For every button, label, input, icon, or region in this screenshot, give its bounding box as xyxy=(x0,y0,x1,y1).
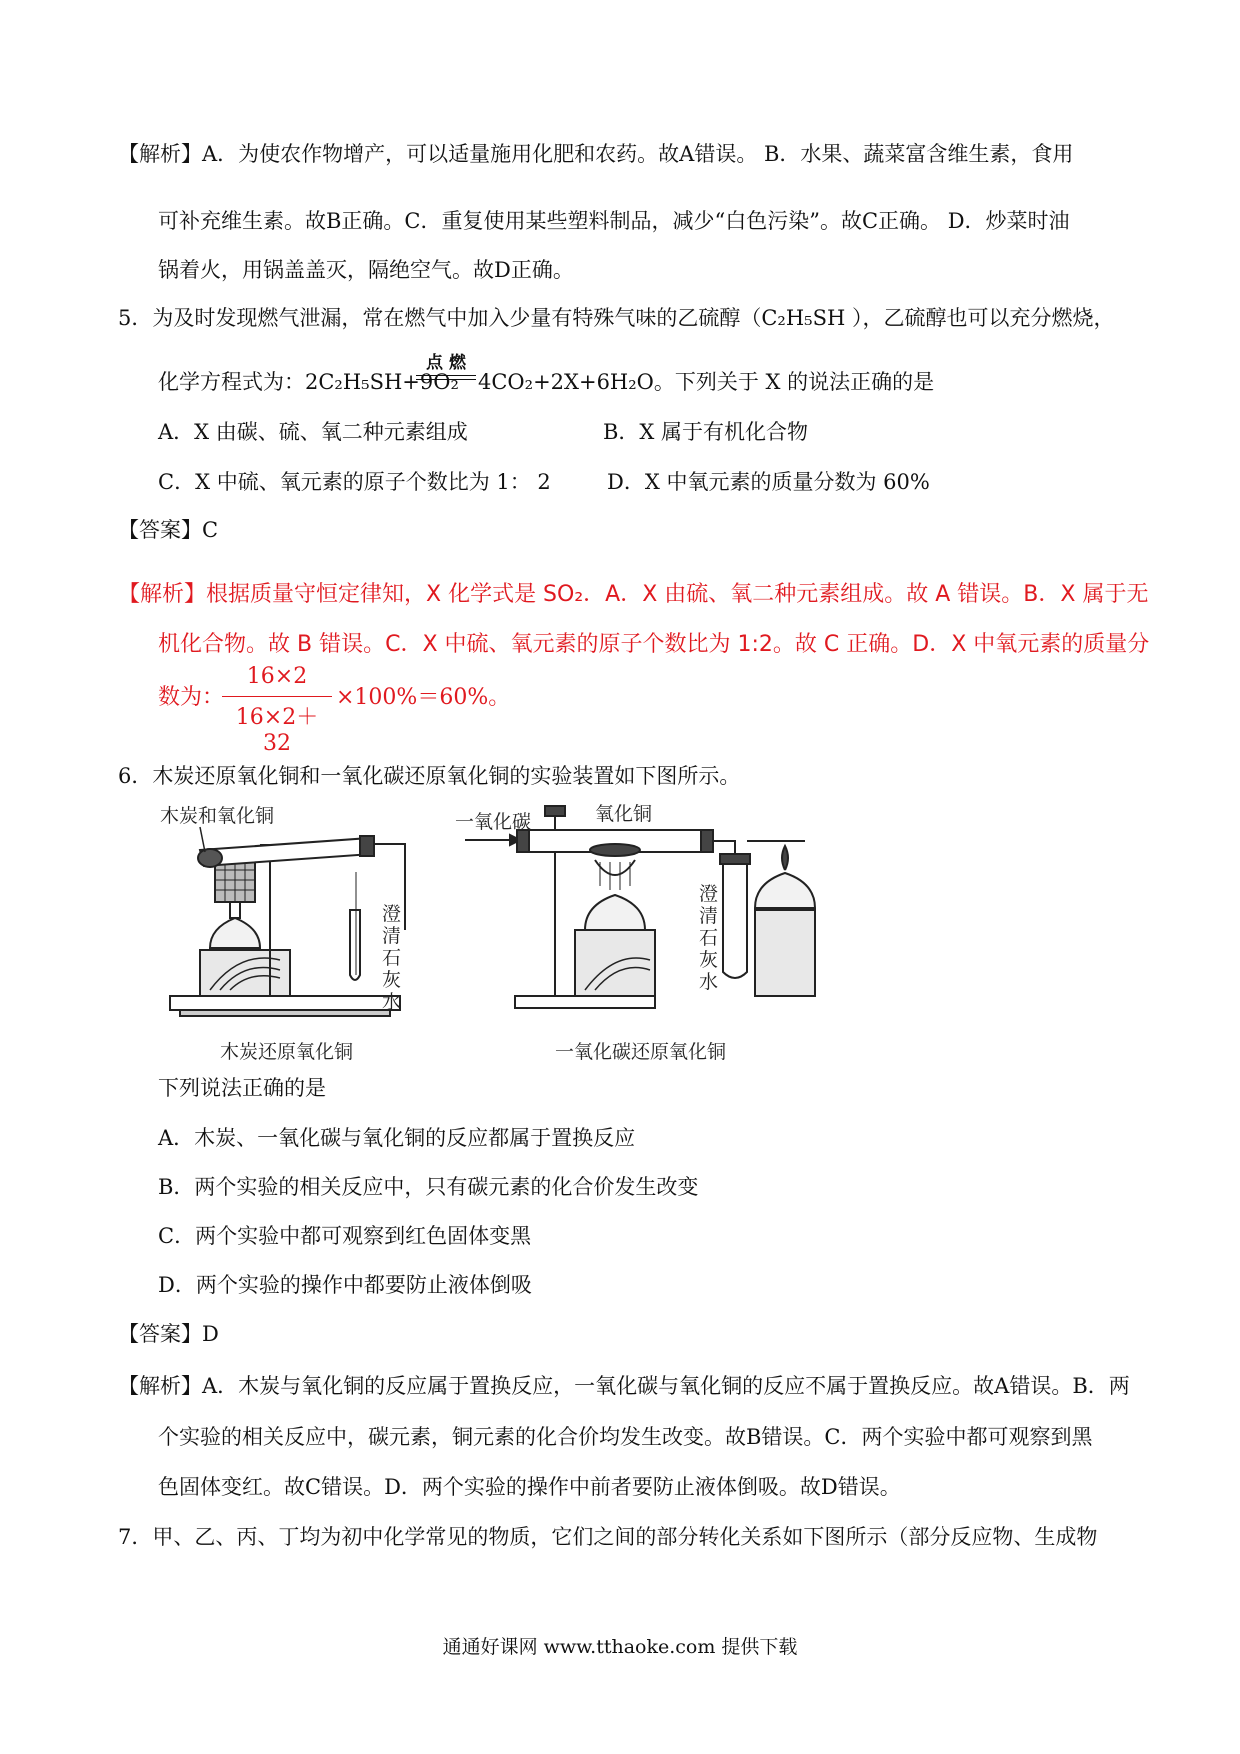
q5-option-c: C．X 中硫、氧元素的原子个数比为 1： 2 xyxy=(158,470,551,494)
q6-analysis-line-2: 个实验的相关反应中，碳元素，铜元素的化合价均发生改变。故B错误。C．两个实验中都可观察到黑 xyxy=(158,1425,1093,1449)
fraction-bar xyxy=(222,696,332,697)
q5-option-a: A．X 由碳、硫、氧二种元素组成 xyxy=(158,420,468,444)
q5-stem-line-2a: 化学方程式为：2C₂H₅SH+9O₂ xyxy=(158,370,459,394)
q5-option-b: B．X 属于有机化合物 xyxy=(603,420,809,444)
svg-text:水: 水 xyxy=(382,991,402,1013)
svg-text:澄: 澄 xyxy=(699,883,719,905)
q6-option-b: B．两个实验的相关反应中，只有碳元素的化合价发生改变 xyxy=(158,1175,699,1199)
q5-option-d: D．X 中氧元素的质量分数为 60% xyxy=(607,470,930,494)
q6-prompt: 下列说法正确的是 xyxy=(158,1076,326,1100)
q6-option-d: D．两个实验的操作中都要防止液体倒吸 xyxy=(158,1273,532,1297)
q5-analysis-line-3-prefix: 数为： xyxy=(158,685,225,710)
condition-label: 点 燃 xyxy=(426,353,466,373)
q5-analysis-line-2: 机化合物。故 B 错误。C．X 中硫、氧元素的原子个数比为 1:2。故 C 正确。D．X 中氧元素的质量分 xyxy=(158,632,1150,657)
svg-text:灰: 灰 xyxy=(699,949,719,971)
fraction-numerator: 16×2 xyxy=(246,664,308,689)
q5-analysis-line-1: 【解析】根据质量守恒定律知，X 化学式是 SO₂．A．X 由硫、氧二种元素组成。故 A 错误。B．X 属于无 xyxy=(118,582,1149,607)
svg-text:清: 清 xyxy=(382,925,402,947)
reaction-arrow xyxy=(416,375,476,380)
q5-stem-line-1: 5．为及时发现燃气泄漏，常在燃气中加入少量有特殊气味的乙硫醇（C₂H₅SH ），乙硫醇也可以充分燃烧， xyxy=(118,306,1115,330)
left-limewater-label xyxy=(382,903,401,1013)
q6-answer: 【答案】D xyxy=(118,1322,219,1346)
svg-text:灰: 灰 xyxy=(382,969,402,991)
right-figure-caption: 一氧化碳还原氧化铜 xyxy=(555,1041,727,1063)
q4-analysis-line-3: 锅着火，用锅盖盖灭，隔绝空气。故D正确。 xyxy=(158,258,574,282)
right-reagent-label: 氧化铜 xyxy=(595,803,653,825)
right-gas-label: 一氧化碳 xyxy=(455,811,532,833)
svg-text:石: 石 xyxy=(382,947,402,969)
q6-option-c: C．两个实验中都可观察到红色固体变黑 xyxy=(158,1224,532,1248)
q7-stem: 7．甲、乙、丙、丁均为初中化学常见的物质，它们之间的部分转化关系如下图所示（部分反应物、生成物 xyxy=(118,1525,1098,1549)
charcoal-reduction-figure xyxy=(160,800,420,1070)
q5-answer: 【答案】C xyxy=(118,518,219,542)
co-reduction-figure xyxy=(455,800,825,1070)
q6-stem: 6．木炭还原氧化铜和一氧化碳还原氧化铜的实验装置如下图所示。 xyxy=(118,764,741,788)
q5-stem-line-2b: 4CO₂+2X+6H₂O。下列关于 X 的说法正确的是 xyxy=(478,370,935,394)
fraction-denominator: 16×2＋32 xyxy=(235,705,319,756)
svg-text:石: 石 xyxy=(699,927,719,949)
reaction-condition xyxy=(416,348,476,380)
svg-text:清: 清 xyxy=(699,905,719,927)
q4-analysis-line-1: 【解析】A．为使农作物增产，可以适量施用化肥和农药。故A错误。 B．水果、蔬菜富含维生素，食用 xyxy=(118,142,1074,166)
q6-option-a: A．木炭、一氧化碳与氧化铜的反应都属于置换反应 xyxy=(158,1126,636,1150)
left-figure-caption: 木炭还原氧化铜 xyxy=(220,1041,354,1063)
q5-analysis-line-3-suffix: ×100%＝60%。 xyxy=(336,685,511,710)
left-reagent-label: 木炭和氧化铜 xyxy=(160,805,275,827)
svg-text:澄: 澄 xyxy=(382,903,402,925)
mass-fraction xyxy=(222,664,332,756)
q4-analysis-line-2: 可补充维生素。故B正确。C．重复使用某些塑料制品，减少“白色污染”。故C正确。 D．炒菜时油 xyxy=(158,209,1070,233)
q6-analysis-line-3: 色固体变红。故C错误。D．两个实验的操作中前者要防止液体倒吸。故D错误。 xyxy=(158,1475,901,1499)
q6-analysis-line-1: 【解析】A．木炭与氧化铜的反应属于置换反应，一氧化碳与氧化铜的反应不属于置换反应。故A错误。B．两 xyxy=(118,1374,1130,1398)
right-limewater-label xyxy=(699,883,718,993)
page-footer: 通通好课网 www.tthaoke.com 提供下载 xyxy=(442,1636,798,1658)
svg-text:水: 水 xyxy=(699,971,719,993)
